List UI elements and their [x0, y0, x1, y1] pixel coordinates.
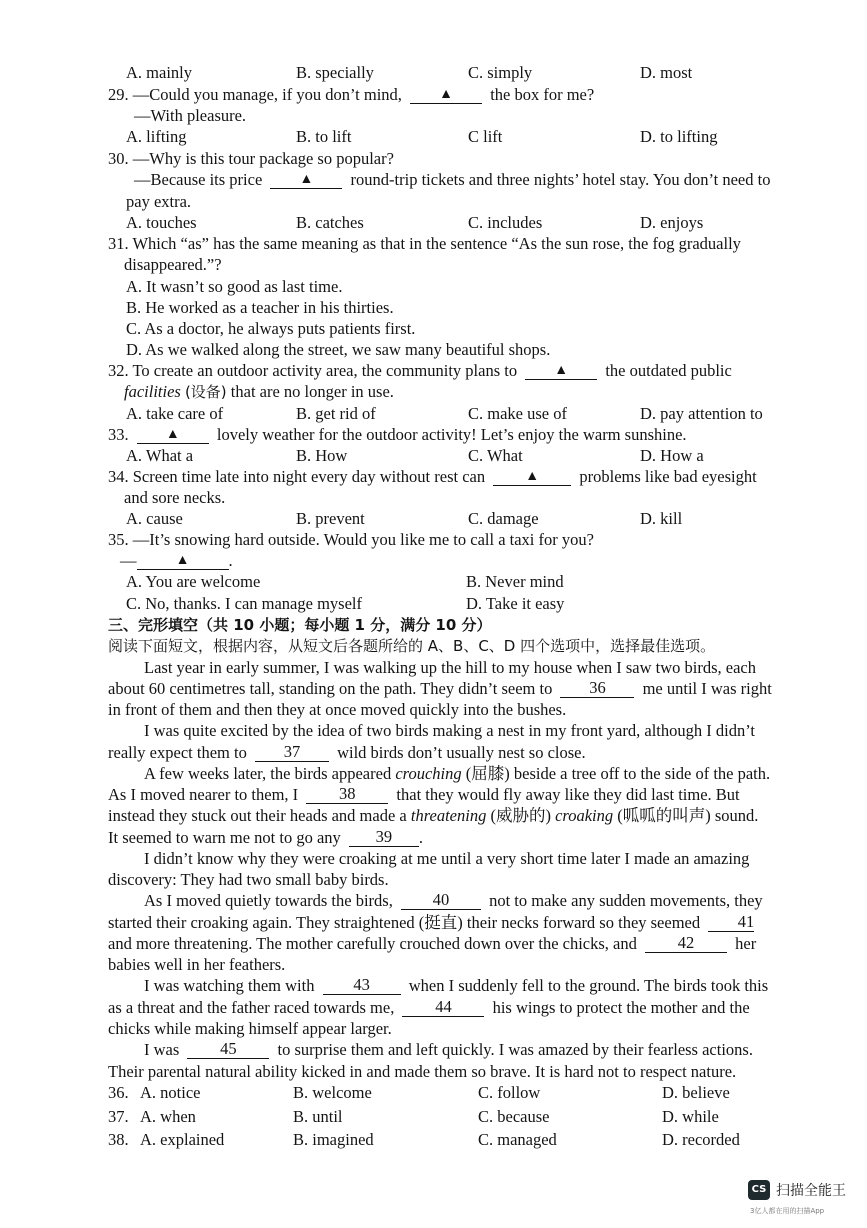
blank-36 [560, 679, 634, 698]
q36-option-d: D. believe [662, 1083, 730, 1102]
q29-option-d: D. to lifting [640, 127, 718, 146]
q31-question-line1: 31. Which “as” has the same meaning as that in the sentence “As the sun rose, the fog gradually [108, 234, 741, 253]
passage-text: (呱呱的叫声) sound. [617, 806, 759, 825]
q30-option-b: B. catches [296, 213, 364, 232]
triangle-icon: ▲ [439, 87, 453, 102]
q36-number: 36. [108, 1083, 129, 1102]
passage-term: crouching [395, 764, 462, 783]
q34-option-b: B. prevent [296, 509, 365, 528]
q35-blank [137, 551, 229, 570]
passage-p6-line2 [108, 998, 750, 1018]
q32-option-a: A. take care of [126, 404, 224, 423]
passage-text: me until I was right [642, 679, 772, 698]
q33-option-c: C. What [468, 446, 523, 465]
q29-text-pre: —Could you manage, if you don’t mind, [132, 85, 402, 104]
q37-option-b: B. until [293, 1107, 343, 1126]
blank-45 [187, 1040, 269, 1059]
q34-question-cont: and sore necks. [124, 488, 226, 507]
q29-option-c: C lift [468, 127, 503, 146]
q33-option-a: A. What a [126, 446, 194, 465]
passage-p5-line4: babies well in her feathers. [108, 955, 286, 974]
passage-p3-line1 [144, 764, 770, 784]
passage-text: I was watching them with [144, 976, 315, 995]
q28-option-d: D. most [640, 63, 693, 82]
q29-text-post: the box for me? [490, 85, 595, 104]
q35-end: . [228, 551, 233, 570]
passage-text: I was [144, 1040, 180, 1059]
passage-text: It seemed to warn me not to go any [108, 828, 341, 847]
passage-p1-line3: in front of them and then they at once moved quickly into the bushes. [108, 700, 567, 719]
q33-option-d: D. How a [640, 446, 704, 465]
q28-option-c: C. simply [468, 63, 533, 82]
q29-number: 29. [108, 85, 129, 104]
q30-blank [270, 170, 342, 189]
blank-40 [401, 891, 481, 910]
passage-p3-line4 [108, 828, 423, 848]
passage-p7-line1 [144, 1040, 753, 1060]
passage-text: really expect them to [108, 743, 247, 762]
q34-option-d: D. kill [640, 509, 683, 528]
scanner-app-slogan: 3亿人都在用的扫描App [750, 1207, 825, 1215]
passage-p7-line2: Their parental natural ability kicked in and made them so brave. It is hard not to respect nature. [108, 1062, 737, 1081]
passage-p5-line1 [144, 891, 763, 911]
passage-p5-line3 [108, 934, 756, 954]
q38-option-c: C. managed [478, 1130, 557, 1149]
q30-option-d: D. enjoys [640, 213, 704, 232]
q31-option-d: D. As we walked along the street, we saw many beautiful shops. [126, 340, 551, 359]
q38-number: 38. [108, 1130, 129, 1149]
q31-option-b: B. He worked as a teacher in his thirties. [126, 298, 394, 317]
blank-39 [349, 828, 419, 847]
q37-option-d: D. while [662, 1107, 719, 1126]
q32-question-cont [124, 382, 394, 402]
q34-option-c: C. damage [468, 509, 539, 528]
q33-blank [137, 425, 209, 444]
q28-option-b: B. specially [296, 63, 374, 82]
scanner-app-name: 扫描全能王 [776, 1183, 846, 1199]
q35-dash: — [120, 551, 137, 570]
q33-text: lovely weather for the outdoor activity! Let’s enjoy the warm sunshine. [216, 425, 687, 444]
q32-term-cn: (设备) [184, 383, 227, 401]
q38-option-b: B. imagined [293, 1130, 374, 1149]
passage-p1-line1: Last year in early summer, I was walking up the hill to my house when I saw two birds, each [144, 658, 756, 677]
passage-term: croaking [555, 806, 614, 825]
q29-blank [410, 85, 482, 104]
q34-option-a: A. cause [126, 509, 183, 528]
passage-text: wild birds don’t usually nest so close. [337, 743, 586, 762]
q31-option-a: A. It wasn’t so good as last time. [126, 277, 343, 296]
q36-option-b: B. welcome [293, 1083, 372, 1102]
q37-options [108, 1107, 129, 1127]
q31-option-c: C. As a doctor, he always puts patients first. [126, 319, 416, 338]
q30-text: —Why is this tour package so popular? [132, 149, 394, 168]
passage-text: as a threat and the father raced towards me, [108, 998, 395, 1017]
q36-options [108, 1083, 129, 1103]
blank-number: 38 [339, 784, 356, 803]
blank-number: 36 [589, 678, 606, 697]
passage-text: As I moved quietly towards the birds, [144, 891, 393, 910]
q37-option-c: C. because [478, 1107, 550, 1126]
passage-p2-line1: I was quite excited by the idea of two birds making a nest in my front yard, although I didn’t [144, 721, 755, 740]
q35-option-d: D. Take it easy [466, 594, 565, 613]
q32-option-c: C. make use of [468, 404, 567, 423]
q38-option-d: D. recorded [662, 1130, 740, 1149]
blank-41 [708, 913, 754, 932]
passage-p6-line1 [144, 976, 768, 996]
q30-reply [134, 170, 770, 190]
triangle-icon: ▲ [525, 469, 540, 484]
passage-text: A few weeks later, the birds appeared [144, 764, 392, 783]
q29-option-b: B. to lift [296, 127, 352, 146]
blank-44 [402, 998, 484, 1017]
q32-option-d: D. pay attention to [640, 404, 763, 423]
blank-number: 44 [435, 997, 452, 1016]
scanner-watermark [748, 1180, 858, 1220]
q32-text-pre: 32. To create an outdoor activity area, the community plans to [108, 361, 518, 380]
passage-text: not to make any sudden movements, they [489, 891, 763, 910]
q32-term: facilities [124, 382, 181, 401]
passage-text: and more threatening. The mother carefully crouched down over the chicks, and [108, 934, 637, 953]
q38-option-a: A. explained [140, 1130, 225, 1149]
q31-question-line2: disappeared.”? [124, 255, 222, 274]
passage-text: . [418, 828, 424, 847]
section-3-title: 三、完形填空（共 10 小题；每小题 1 分，满分 10 分） [108, 616, 492, 634]
q34-text-pre: 34. Screen time late into night every day without rest can [108, 467, 486, 486]
q35-reply [120, 551, 233, 571]
passage-p3-line3 [108, 806, 758, 826]
passage-p2-line2 [108, 743, 586, 763]
passage-text: (屈膝) beside a tree off to the side of the path. [465, 764, 771, 783]
passage-text: her [735, 934, 757, 953]
blank-number: 40 [432, 890, 450, 909]
q32-blank [525, 361, 597, 380]
passage-text: As I moved nearer to them, I [108, 785, 299, 804]
passage-p6-line3: chicks while making himself appear larger. [108, 1019, 392, 1038]
blank-number: 42 [677, 933, 695, 952]
passage-p1-line2 [108, 679, 772, 699]
q37-number: 37. [108, 1107, 129, 1126]
q35-question: 35. —It’s snowing hard outside. Would you like me to call a taxi for you? [108, 530, 594, 549]
camscanner-logo-icon: CS [748, 1180, 770, 1200]
section-3-instructions: 阅读下面短文，根据内容，从短文后各题所给的 A、B、C、D 四个选项中，选择最佳选项。 [108, 637, 716, 655]
q29-option-a: A. lifting [126, 127, 187, 146]
blank-38 [306, 785, 388, 804]
passage-term: threatening [410, 806, 487, 825]
blank-number: 41 [737, 912, 755, 931]
q30-question [108, 149, 394, 169]
triangle-icon: ▲ [299, 172, 314, 187]
passage-text: his wings to protect the mother and the [492, 998, 750, 1017]
q36-option-c: C. follow [478, 1083, 541, 1102]
blank-42 [645, 934, 727, 953]
q29-question [108, 85, 594, 105]
passage-text: (威胁的) [490, 806, 551, 825]
q30-text-pre: —Because its price [134, 170, 263, 189]
passage-text: that they would fly away like they did last time. But [396, 785, 740, 804]
passage-p5-line2 [108, 913, 758, 933]
q34-question [108, 467, 757, 487]
q32-text-post: the outdated public [605, 361, 732, 380]
q35-option-a: A. You are welcome [126, 572, 261, 591]
q33-number: 33. [108, 425, 129, 444]
q35-option-b: B. Never mind [466, 572, 564, 591]
q34-text-post: problems like bad eyesight [579, 467, 757, 486]
passage-text: when I suddenly fell to the ground. The birds took this [408, 976, 769, 995]
passage-p3-line2 [108, 785, 740, 805]
q32-option-b: B. get rid of [296, 404, 376, 423]
passage-p4-line1: I didn’t know why they were croaking at me until a very short time later I made an amazing [144, 849, 750, 868]
triangle-icon: ▲ [175, 553, 190, 568]
q29-reply: —With pleasure. [134, 106, 247, 125]
q35-option-c: C. No, thanks. I can manage myself [126, 594, 362, 613]
q34-blank [493, 467, 571, 486]
blank-37 [255, 743, 329, 762]
passage-text: started their croaking again. They straightened (挺直) their necks forward so they seemed [108, 913, 701, 932]
q32-question [108, 361, 732, 381]
q30-text-post: round-trip tickets and three nights’ hotel stay. You don’t need to [350, 170, 771, 189]
q32-text-rest: that are no longer in use. [230, 382, 394, 401]
triangle-icon: ▲ [554, 363, 569, 378]
blank-number: 45 [220, 1039, 237, 1058]
q28-option-a: A. mainly [126, 63, 192, 82]
q30-option-a: A. touches [126, 213, 197, 232]
blank-43 [323, 976, 401, 995]
q30-number: 30. [108, 149, 129, 168]
q33-question [108, 425, 687, 445]
blank-number: 37 [283, 742, 301, 761]
q36-option-a: A. notice [140, 1083, 201, 1102]
triangle-icon: ▲ [165, 427, 180, 442]
blank-number: 43 [353, 975, 370, 994]
q37-option-a: A. when [140, 1107, 196, 1126]
q30-option-c: C. includes [468, 213, 543, 232]
blank-number: 39 [375, 827, 393, 846]
passage-text: about 60 centimetres tall, standing on the path. They didn’t seem to [108, 679, 553, 698]
q30-reply-cont: pay extra. [126, 192, 192, 211]
passage-p4-line2: discovery: They had two small baby birds. [108, 870, 389, 889]
q38-options [108, 1130, 129, 1150]
passage-text: to surprise them and left quickly. I was amazed by their fearless actions. [277, 1040, 753, 1059]
passage-text: instead they stuck out their heads and made a [108, 806, 407, 825]
q33-option-b: B. How [296, 446, 348, 465]
